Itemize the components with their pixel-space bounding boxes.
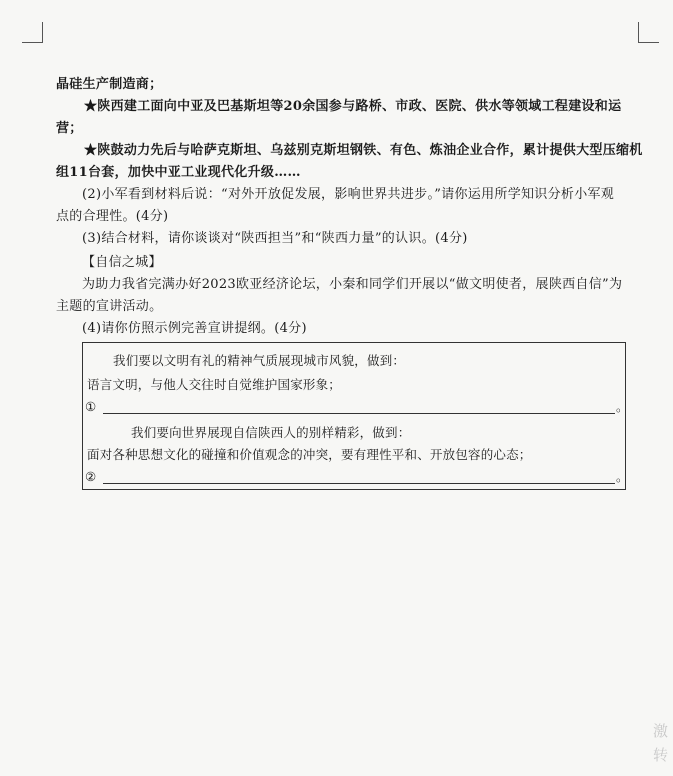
outline-box [82, 342, 629, 490]
section-intro-cont: 主题的宣讲活动。 [56, 299, 163, 314]
blank-end-2: 。 [616, 469, 629, 484]
blank-marker-2: ② [85, 469, 97, 484]
text-line: 组11台套，加快中亚工业现代化升级…… [56, 165, 301, 180]
outline-example-1: 语言文明，与他人交往时自觉维护国家形象； [87, 377, 342, 392]
text-line: ★陕鼓动力先后与哈萨克斯坦、乌兹别克斯坦钢铁、有色、炼油企业合作，累计提供大型压缩机 [84, 143, 643, 158]
crop-mark-top-left [22, 22, 43, 43]
text-line: ★陕西建工面向中亚及巴基斯坦等20余国参与路桥、市政、医院、供水等领域工程建设和运 [84, 99, 622, 114]
watermark-text: 激 [653, 722, 669, 740]
text-line: 营； [56, 121, 83, 136]
outline-example-2: 面对各种思想文化的碰撞和价值观念的冲突，要有理性平和、开放包容的心态； [87, 447, 532, 462]
question-2-cont: 点的合理性。(4分) [56, 209, 169, 224]
outline-intro-1: 我们要以文明有礼的精神气质展现城市风貌，做到： [113, 353, 406, 368]
watermark-text: 转 [653, 746, 669, 764]
blank-marker-1: ① [85, 399, 97, 414]
crop-mark-top-right [638, 22, 659, 43]
section-heading: 【自信之城】 [82, 255, 162, 270]
answer-blank-2[interactable] [103, 483, 615, 484]
question-2: (2)小军看到材料后说：“对外开放促发展，影响世界共进步。”请你运用所学知识分析小军观 [82, 187, 615, 202]
answer-blank-1[interactable] [103, 413, 615, 414]
question-4: (4)请你仿照示例完善宣讲提纲。(4分) [82, 321, 307, 336]
question-3: (3)结合材料，请你谈谈对“陕西担当”和“陕西力量”的认识。(4分) [82, 231, 468, 246]
section-intro: 为助力我省完满办好2023欧亚经济论坛，小秦和同学们开展以“做文明使者，展陕西自信”为 [82, 277, 623, 292]
outline-intro-2: 我们要向世界展现自信陕西人的别样精彩，做到： [131, 425, 411, 440]
blank-end-1: 。 [616, 399, 629, 414]
text-line: 晶硅生产制造商； [56, 77, 163, 92]
